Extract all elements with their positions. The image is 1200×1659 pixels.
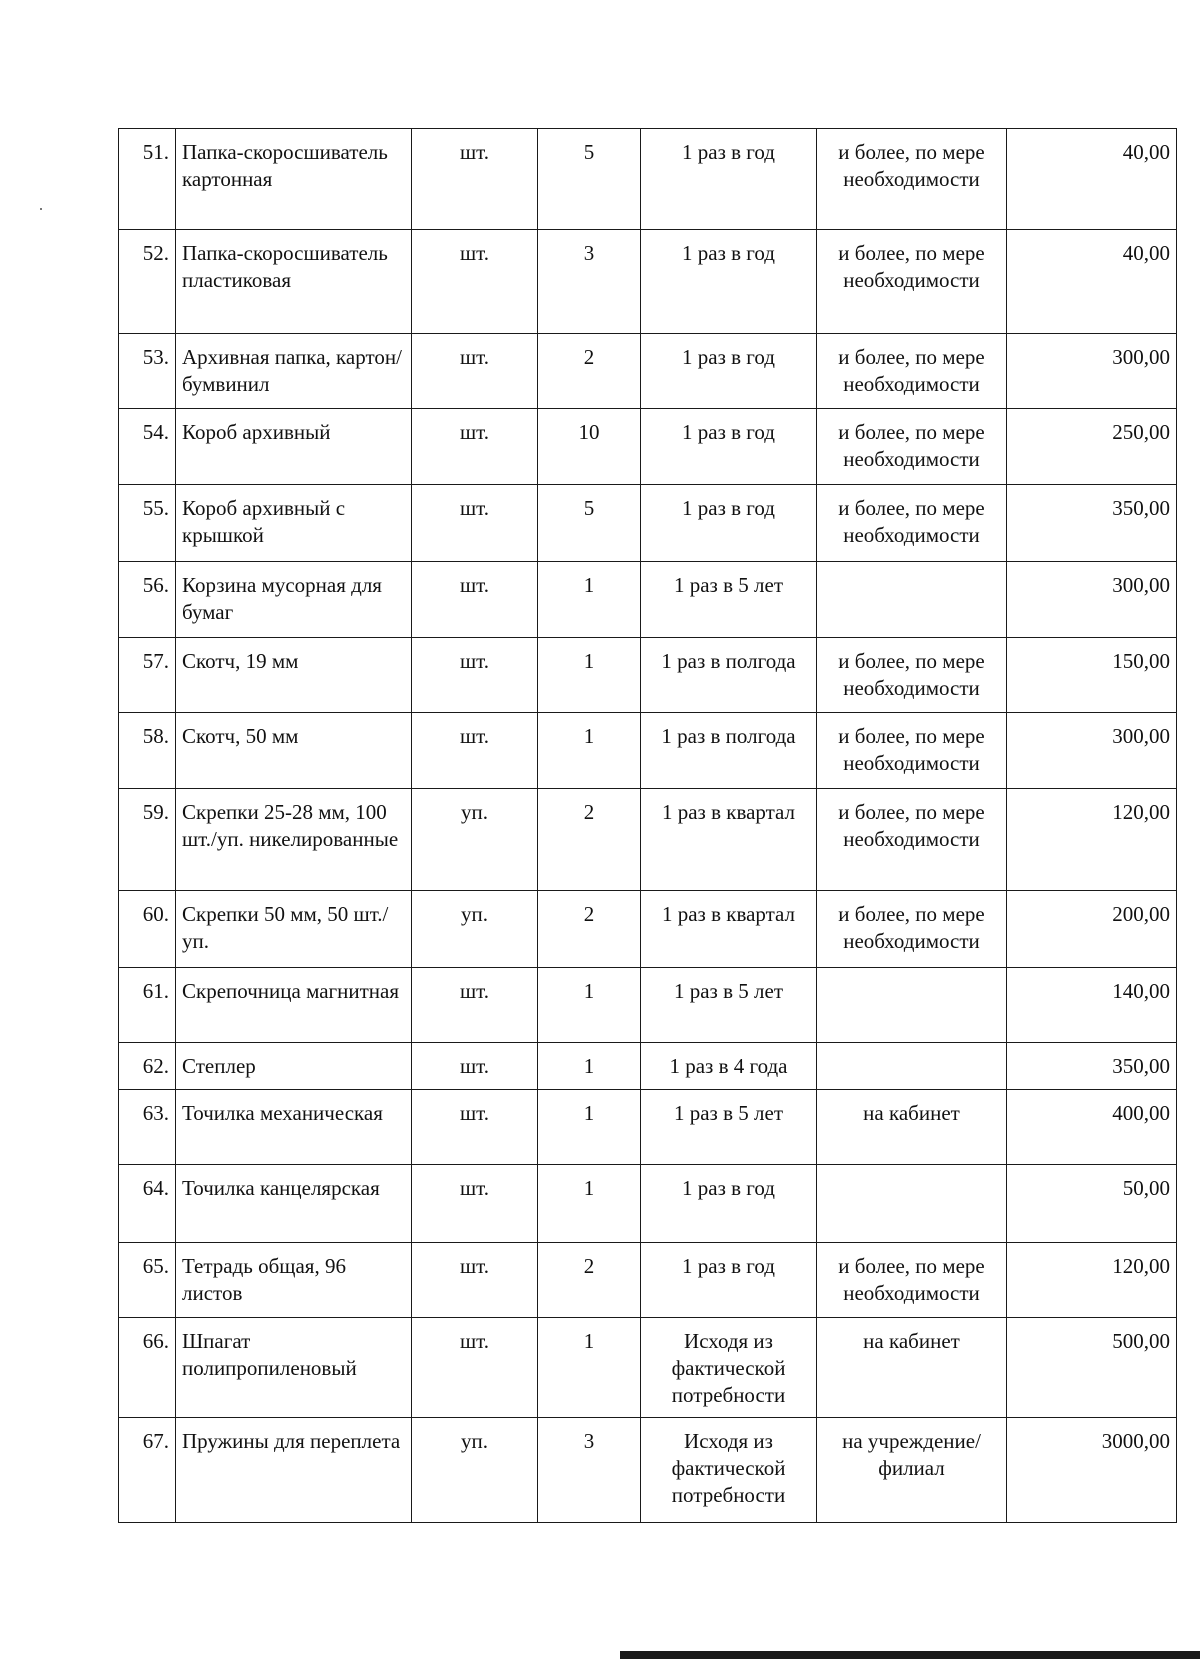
cell-qty: 5 — [538, 485, 641, 562]
cell-unit: шт. — [412, 1090, 538, 1165]
cell-num: 66. — [119, 1318, 176, 1418]
cell-price: 50,00 — [1007, 1165, 1177, 1243]
table-row — [119, 1243, 1177, 1318]
cell-num: 63. — [119, 1090, 176, 1165]
cell-num: 65. — [119, 1243, 176, 1318]
cell-note: и более, по мере необходимости — [817, 713, 1007, 789]
cell-unit: шт. — [412, 334, 538, 409]
table-row — [119, 789, 1177, 891]
table-row — [119, 1318, 1177, 1418]
cell-note: и более, по мере необходимости — [817, 638, 1007, 713]
cell-unit: шт. — [412, 409, 538, 485]
cell-price: 150,00 — [1007, 638, 1177, 713]
cell-note: на учреждение/филиал — [817, 1418, 1007, 1523]
table-row — [119, 129, 1177, 230]
cell-name: Короб архивный — [176, 409, 412, 485]
cell-name: Скотч, 19 мм — [176, 638, 412, 713]
cell-price: 300,00 — [1007, 713, 1177, 789]
cell-note — [817, 1043, 1007, 1090]
cell-period: 1 раз в квартал — [641, 789, 817, 891]
cell-period: 1 раз в год — [641, 485, 817, 562]
cell-price: 400,00 — [1007, 1090, 1177, 1165]
cell-price: 40,00 — [1007, 129, 1177, 230]
cell-num: 53. — [119, 334, 176, 409]
cell-note — [817, 1165, 1007, 1243]
cell-period: 1 раз в 5 лет — [641, 1090, 817, 1165]
cell-qty: 1 — [538, 713, 641, 789]
cell-unit: шт. — [412, 1043, 538, 1090]
cell-num: 61. — [119, 968, 176, 1043]
cell-period: 1 раз в 5 лет — [641, 968, 817, 1043]
cell-note: и более, по мере необходимости — [817, 334, 1007, 409]
scan-edge-bar — [620, 1651, 1200, 1659]
cell-qty: 5 — [538, 129, 641, 230]
cell-name: Пружины для переплета — [176, 1418, 412, 1523]
cell-name: Точилка канцелярская — [176, 1165, 412, 1243]
table-row — [119, 485, 1177, 562]
cell-qty: 3 — [538, 1418, 641, 1523]
table-body — [119, 129, 1177, 1523]
cell-price: 350,00 — [1007, 485, 1177, 562]
cell-name: Тетрадь общая, 96 листов — [176, 1243, 412, 1318]
cell-price: 40,00 — [1007, 230, 1177, 334]
cell-note: на кабинет — [817, 1090, 1007, 1165]
cell-price: 300,00 — [1007, 562, 1177, 638]
table-row — [119, 968, 1177, 1043]
cell-name: Точилка механическая — [176, 1090, 412, 1165]
cell-qty: 1 — [538, 968, 641, 1043]
table-row — [119, 230, 1177, 334]
cell-period: 1 раз в год — [641, 1165, 817, 1243]
cell-period: 1 раз в год — [641, 129, 817, 230]
cell-note: и более, по мере необходимости — [817, 409, 1007, 485]
cell-period: 1 раз в квартал — [641, 891, 817, 968]
supplies-table — [118, 128, 1177, 1523]
cell-price: 120,00 — [1007, 789, 1177, 891]
cell-name: Скотч, 50 мм — [176, 713, 412, 789]
cell-name: Скрепки 50 мм, 50 шт./уп. — [176, 891, 412, 968]
cell-num: 54. — [119, 409, 176, 485]
cell-price: 200,00 — [1007, 891, 1177, 968]
cell-qty: 2 — [538, 891, 641, 968]
cell-name: Папка-скоросшиватель пластиковая — [176, 230, 412, 334]
cell-name: Степлер — [176, 1043, 412, 1090]
cell-period: 1 раз в год — [641, 334, 817, 409]
cell-unit: шт. — [412, 485, 538, 562]
cell-note: и более, по мере необходимости — [817, 1243, 1007, 1318]
cell-unit: шт. — [412, 230, 538, 334]
cell-name: Корзина мусорная для бумаг — [176, 562, 412, 638]
cell-unit: шт. — [412, 1318, 538, 1418]
cell-note — [817, 562, 1007, 638]
cell-name: Скрепки 25-28 мм, 100 шт./уп. никелированные — [176, 789, 412, 891]
cell-num: 57. — [119, 638, 176, 713]
table-row — [119, 1090, 1177, 1165]
scan-speck — [40, 208, 42, 210]
cell-num: 55. — [119, 485, 176, 562]
table-row — [119, 638, 1177, 713]
cell-unit: шт. — [412, 129, 538, 230]
cell-qty: 1 — [538, 1043, 641, 1090]
cell-qty: 1 — [538, 562, 641, 638]
cell-num: 67. — [119, 1418, 176, 1523]
cell-num: 51. — [119, 129, 176, 230]
cell-qty: 1 — [538, 1318, 641, 1418]
cell-price: 250,00 — [1007, 409, 1177, 485]
cell-price: 500,00 — [1007, 1318, 1177, 1418]
cell-qty: 10 — [538, 409, 641, 485]
cell-num: 56. — [119, 562, 176, 638]
cell-note — [817, 968, 1007, 1043]
table-row — [119, 891, 1177, 968]
cell-period: 1 раз в 5 лет — [641, 562, 817, 638]
table-row — [119, 1418, 1177, 1523]
cell-num: 62. — [119, 1043, 176, 1090]
cell-num: 52. — [119, 230, 176, 334]
cell-qty: 2 — [538, 789, 641, 891]
table-row — [119, 1165, 1177, 1243]
cell-unit: шт. — [412, 638, 538, 713]
cell-qty: 3 — [538, 230, 641, 334]
cell-qty: 1 — [538, 1090, 641, 1165]
cell-period: 1 раз в год — [641, 230, 817, 334]
cell-qty: 1 — [538, 1165, 641, 1243]
cell-period: 1 раз в 4 года — [641, 1043, 817, 1090]
cell-unit: шт. — [412, 562, 538, 638]
cell-period: Исходя из фактической потребности — [641, 1318, 817, 1418]
cell-num: 59. — [119, 789, 176, 891]
cell-period: Исходя из фактической потребности — [641, 1418, 817, 1523]
cell-qty: 1 — [538, 638, 641, 713]
cell-unit: шт. — [412, 968, 538, 1043]
cell-price: 300,00 — [1007, 334, 1177, 409]
cell-note: и более, по мере необходимости — [817, 891, 1007, 968]
cell-num: 64. — [119, 1165, 176, 1243]
cell-price: 3000,00 — [1007, 1418, 1177, 1523]
cell-period: 1 раз в год — [641, 1243, 817, 1318]
cell-unit: уп. — [412, 1418, 538, 1523]
cell-num: 60. — [119, 891, 176, 968]
cell-period: 1 раз в полгода — [641, 638, 817, 713]
cell-note: и более, по мере необходимости — [817, 485, 1007, 562]
cell-unit: уп. — [412, 789, 538, 891]
cell-note: и более, по мере необходимости — [817, 230, 1007, 334]
cell-unit: шт. — [412, 713, 538, 789]
table-row — [119, 562, 1177, 638]
table-row — [119, 713, 1177, 789]
cell-name: Короб архивный с крышкой — [176, 485, 412, 562]
cell-num: 58. — [119, 713, 176, 789]
cell-unit: шт. — [412, 1165, 538, 1243]
cell-unit: уп. — [412, 891, 538, 968]
table-row — [119, 409, 1177, 485]
cell-note: на кабинет — [817, 1318, 1007, 1418]
cell-price: 350,00 — [1007, 1043, 1177, 1090]
cell-note: и более, по мере необходимости — [817, 129, 1007, 230]
cell-name: Шпагат полипропиленовый — [176, 1318, 412, 1418]
cell-period: 1 раз в год — [641, 409, 817, 485]
cell-price: 120,00 — [1007, 1243, 1177, 1318]
cell-qty: 2 — [538, 1243, 641, 1318]
cell-price: 140,00 — [1007, 968, 1177, 1043]
table-row — [119, 334, 1177, 409]
cell-note: и более, по мере необходимости — [817, 789, 1007, 891]
cell-unit: шт. — [412, 1243, 538, 1318]
cell-name: Архивная папка, картон/бумвинил — [176, 334, 412, 409]
cell-name: Папка-скоросшиватель картонная — [176, 129, 412, 230]
cell-period: 1 раз в полгода — [641, 713, 817, 789]
cell-qty: 2 — [538, 334, 641, 409]
cell-name: Скрепочница магнитная — [176, 968, 412, 1043]
table-row — [119, 1043, 1177, 1090]
